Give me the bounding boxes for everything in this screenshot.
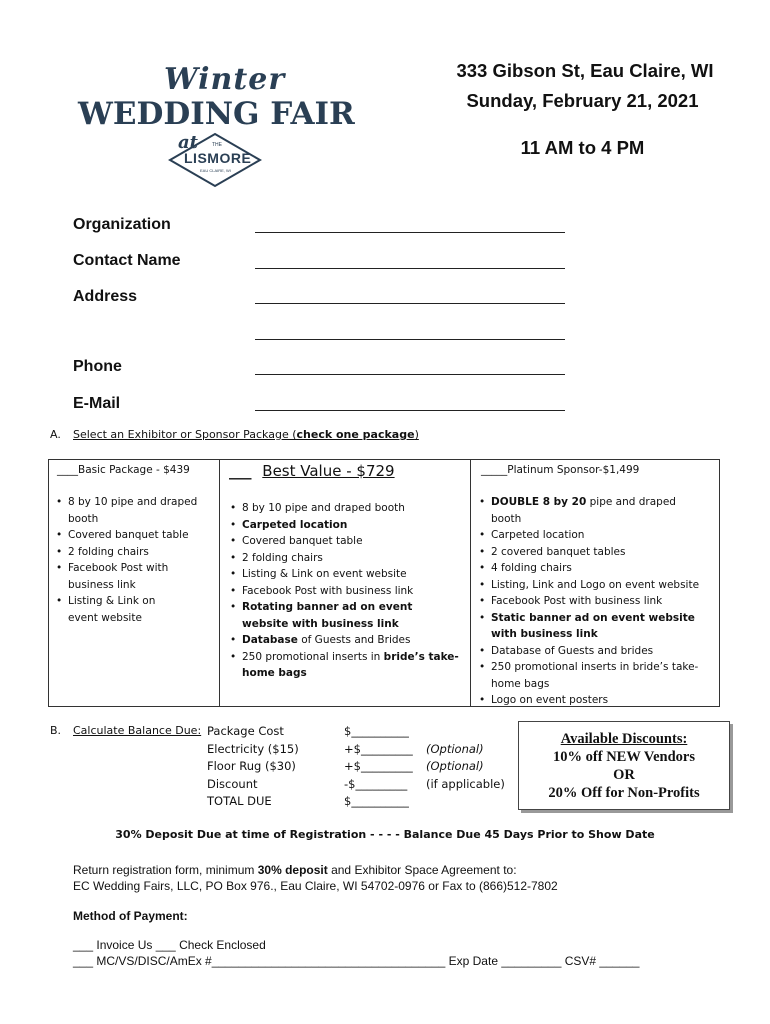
calc-amount-field[interactable]: -$_________ (344, 776, 408, 791)
event-address: 333 Gibson St, Eau Claire, WI (456, 60, 714, 81)
calc-note: (Optional) (426, 741, 484, 756)
calc-item: Floor Rug ($30) (207, 759, 296, 773)
discount-or: OR (613, 767, 635, 783)
table-row (207, 777, 505, 795)
phone-field[interactable] (255, 374, 565, 375)
address-field-line1[interactable] (255, 303, 565, 304)
list-item: • Covered banquet table (230, 533, 462, 550)
calc-item: TOTAL DUE (207, 794, 272, 808)
payment-options[interactable] (73, 937, 753, 969)
phone-label: Phone (73, 358, 122, 375)
list-item: • Logo on event posters (479, 692, 709, 709)
list-item: • Listing & Link on event website (230, 566, 462, 583)
list-item: • 8 by 10 pipe and draped booth (56, 494, 208, 527)
payment-card-line[interactable]: ___ MC/VS/DISC/AmEx #___________________________________ Exp Date _________ CSV# ______ (73, 954, 640, 968)
list-item: • Database of Guests and brides (479, 643, 709, 660)
organization-field[interactable] (255, 232, 565, 233)
basic-package-features (56, 494, 208, 626)
logo-winter-text: Winter (164, 62, 286, 97)
list-item: • Listing, Link and Logo on event website (479, 577, 709, 594)
discount-new-vendors: 10% off NEW Vendors (553, 749, 695, 765)
list-item: • Rotating banner ad on event website with business link (230, 599, 462, 632)
best-value-features (230, 500, 462, 682)
list-item: • 4 folding chairs (479, 560, 709, 577)
balance-calculation-table (207, 724, 505, 812)
section-a-heading: Select an Exhibitor or Sponsor Package (check one package) (73, 428, 419, 441)
return-address: EC Wedding Fairs, LLC, PO Box 976., Eau Claire, WI 54702-0976 or Fax to (866)512-7802 (73, 879, 558, 893)
organization-label: Organization (73, 216, 171, 233)
logo-at-text: at (178, 132, 198, 153)
list-item: • Facebook Post with business link (479, 593, 709, 610)
logo-the-text: THE (212, 142, 222, 148)
best-value-title: Best Value - $729 (262, 462, 395, 480)
package-table (48, 459, 720, 707)
list-item: • 2 folding chairs (230, 550, 462, 567)
column-divider (470, 460, 471, 706)
calc-amount-field[interactable]: +$_________ (344, 741, 413, 756)
list-item: • 8 by 10 pipe and draped booth (230, 500, 462, 517)
contact-name-field[interactable] (255, 268, 565, 269)
calc-amount-field[interactable]: $__________ (344, 724, 409, 738)
table-row (207, 794, 505, 812)
calc-note (426, 794, 505, 812)
platinum-features (479, 494, 709, 709)
event-date: Sunday, February 21, 2021 (466, 90, 699, 111)
return-instructions: Return registration form, minimum 30% deposit and Exhibitor Space Agreement to: EC Wedding Fairs, LLC, PO Box 976., Eau Claire, WI 54702-0976 or Fax to (866)512-7802 (73, 862, 753, 894)
best-value-checkbox-blank[interactable]: ___ (229, 462, 252, 480)
calc-note (426, 724, 505, 742)
deposit-terms: 30% Deposit Due at time of Registration - - - - Balance Due 45 Days Prior to Show Date (115, 828, 655, 841)
list-item: • Static banner ad on event website with business link (479, 610, 709, 643)
list-item: • Covered banquet table (56, 527, 208, 544)
email-field[interactable] (255, 410, 565, 411)
basic-package-option[interactable]: ____Basic Package - $439 (57, 464, 190, 476)
discounts-box (518, 721, 730, 810)
table-row (207, 742, 505, 760)
section-b-heading: Calculate Balance Due: (73, 724, 202, 737)
calc-amount-field[interactable]: $__________ (344, 794, 409, 808)
email-label: E-Mail (73, 395, 121, 412)
list-item: • 2 folding chairs (56, 544, 208, 561)
payment-invoice-check-line[interactable]: ___ Invoice Us ___ Check Enclosed (73, 938, 266, 952)
address-field-line2[interactable] (255, 339, 565, 340)
best-value-option[interactable] (229, 462, 395, 480)
address-label: Address (73, 288, 138, 305)
contact-name-label: Contact Name (73, 252, 181, 269)
calc-item: Package Cost (207, 724, 284, 738)
platinum-sponsor-option[interactable]: _____Platinum Sponsor-$1,499 (481, 464, 640, 476)
discounts-title: Available Discounts: (560, 731, 688, 747)
section-a-letter: A. (50, 428, 61, 441)
calc-item: Electricity ($15) (207, 741, 299, 756)
column-divider (219, 460, 220, 706)
list-item: • 2 covered banquet tables (479, 544, 709, 561)
table-row (207, 759, 505, 777)
calc-amount-field[interactable]: +$_________ (344, 759, 413, 773)
calc-note: (Optional) (426, 759, 484, 773)
calc-item: Discount (207, 776, 258, 791)
list-item: • Carpeted location (479, 527, 709, 544)
logo-city-text: EAU CLAIRE, WI (200, 168, 231, 173)
event-logo (78, 62, 355, 192)
logo-venue-text: LISMORE (184, 150, 252, 166)
calc-note: (if applicable) (426, 776, 505, 791)
table-row (207, 724, 505, 742)
list-item: • Listing & Link on event website (56, 593, 158, 626)
payment-method-title: Method of Payment: (73, 909, 188, 923)
list-item: • Database of Guests and Brides (230, 632, 462, 649)
list-item: • DOUBLE 8 by 20 pipe and draped booth (479, 494, 709, 527)
list-item: • 250 promotional inserts in bride’s take-home bags (479, 659, 709, 692)
event-time: 11 AM to 4 PM (520, 137, 645, 158)
list-item: • Facebook Post with business link (56, 560, 208, 593)
list-item: • Facebook Post with business link (230, 583, 462, 600)
section-b-letter: B. (50, 724, 62, 737)
list-item: • Carpeted location (230, 517, 462, 534)
discount-non-profits: 20% Off for Non-Profits (548, 785, 700, 801)
list-item: • 250 promotional inserts in bride’s take-home bags (230, 649, 462, 682)
logo-wedding-fair-text: WEDDING FAIR (78, 96, 355, 132)
